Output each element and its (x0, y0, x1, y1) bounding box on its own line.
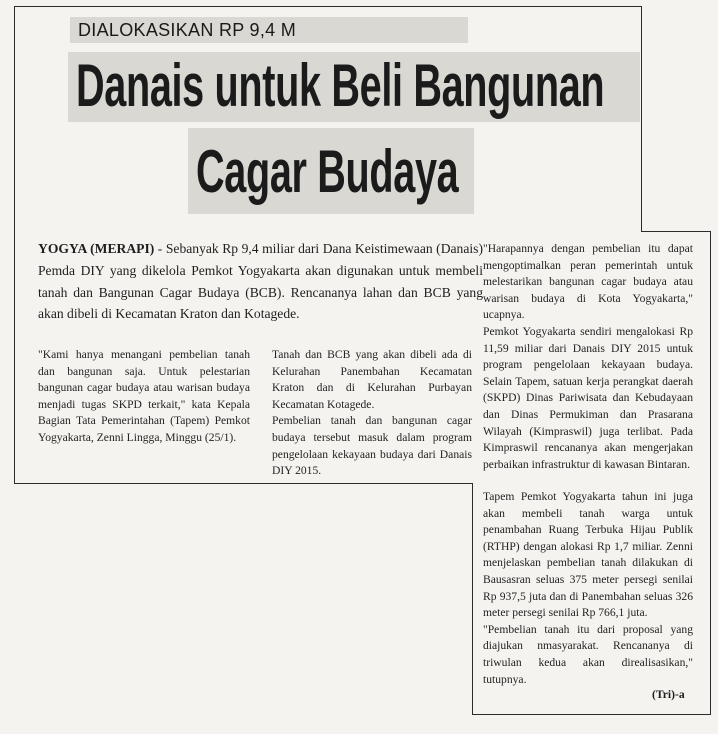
col2-paragraph-1: Tanah dan BCB yang akan dibeli ada di Kelurahan Panembahan Kecamatan Kraton dan di Kelurahan Purbayan Kecamatan Kotagede. (272, 348, 472, 411)
cut-line-bottom (472, 714, 711, 715)
col4-paragraph-2: "Pembelian tanah itu dari proposal yang diajukan nmasyarakat. Rencananya di triwulan kedua akan direalisasikan," tutupnya. (483, 622, 693, 686)
dateline: YOGYA (MERAPI) (38, 241, 155, 256)
column-1 (38, 347, 250, 447)
col1-paragraph-1: "Kami hanya menangani pembelian tanah dan bangunan saja. Untuk pelestarian bangunan cagar budaya atau warisan budaya menjadi tugas SKPD terkait," kata Kepala Bagian Tata Pemerintahan (Tapem) Pemkot Yogyakarta, Zenni Lingga, Minggu (25/1). (38, 348, 250, 444)
column-3 (483, 241, 693, 473)
cut-line-top (14, 6, 642, 7)
lead-text: - Sebanyak Rp 9,4 miliar dari Dana Keistimewaan (Danais) Pemda DIY yang dikelola Pemkot Yogyakarta akan digunakan untuk membeli tanah dan Bangunan Cagar Budaya (BCB). Rencananya lahan dan BCB yang akan dibeli di Kecamatan Kraton dan Kotagede. (38, 241, 483, 322)
cut-line-inner-vertical (472, 483, 473, 715)
column-2 (272, 347, 472, 480)
cut-line-step-top (641, 231, 711, 232)
cut-line-right-upper (641, 6, 642, 232)
col2-paragraph-2: Pembelian tanah dan bangunan cagar budaya tersebut masuk dalam program pengelolaan kekayaan budaya dari Danais DIY 2015. (272, 414, 472, 478)
headline-line1: Danais untuk Beli Bangunan (76, 52, 605, 119)
cut-line-right (710, 231, 711, 715)
col3-paragraph-2: Pemkot Yogyakarta sendiri mengalokasi Rp 11,59 miliar dari Danais DIY 2015 untuk program pengelolaan kekayaan budaya. Selain Tapem, satuan kerja perangkat daerah (SKPD) Dinas Pariwisata dan Kebudayaan dan Dinas Permukiman dan Prasarana Wilayah (Kimpraswil) juga terlibat. Pada Kimpraswil rencananya akan mengerjakan perbaikan infrastruktur di kawasan Bintaran. (483, 324, 693, 471)
lead-paragraph (38, 238, 483, 325)
col4-paragraph-1: Tapem Pemkot Yogyakarta tahun ini juga akan membeli tanah warga untuk penambahan Ruang Terbuka Hijau Publik (RTHP) dengan alokasi Rp 1,7 miliar. Zenni menjelaskan pembelian tanah dilakukan di Bausasran seluas 375 meter persegi senilai Rp 937,5 juta dan di Panembahan seluas 326 meter persegi senilai Rp 766,1 juta. (483, 490, 693, 620)
column-4 (483, 489, 693, 688)
kicker-text: DIALOKASIKAN RP 9,4 M (78, 20, 297, 40)
headline-line2: Cagar Budaya (196, 138, 459, 205)
cut-line-inner-step (14, 483, 473, 484)
author-signature: (Tri)-a (652, 688, 685, 701)
col3-paragraph-1: "Harapannya dengan pembelian itu dapat mengoptimalkan peran pemerintah untuk melestarikan bangunan cagar budaya atau warisan budaya di Kota Yogyakarta," ucapnya. (483, 242, 693, 322)
cut-line-left (14, 6, 15, 483)
